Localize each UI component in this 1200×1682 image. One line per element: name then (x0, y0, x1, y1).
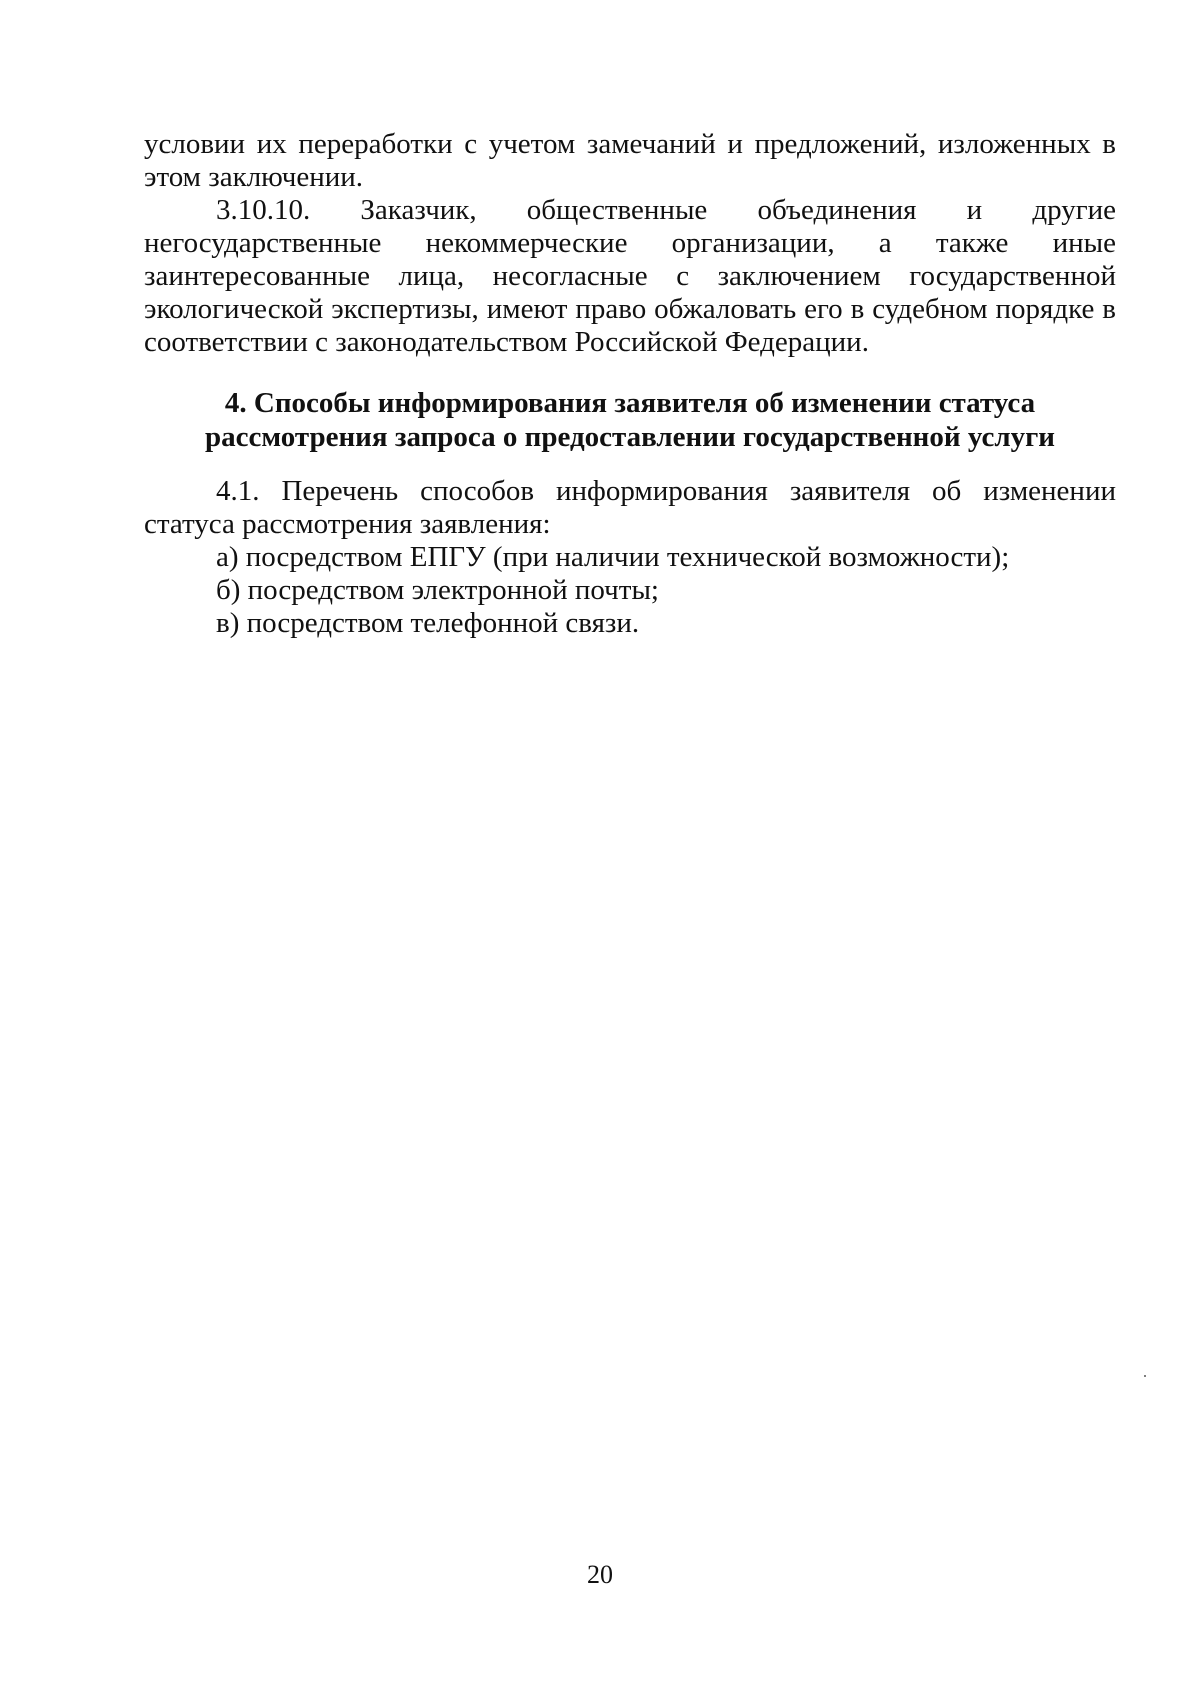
section-4-heading (144, 386, 1116, 454)
list-item-a: а) посредством ЕПГУ (при наличии технической возможности); (216, 541, 1010, 573)
list-item-b: б) посредством электронной почты; (216, 574, 659, 606)
section-4-heading-line-1: 4. Способы информирования заявителя об изменении статуса (224, 387, 1036, 419)
section-3-text (144, 128, 1116, 359)
paragraph-3-10-10: 3.10.10. Заказчик, общественные объединения и другие негосударственные некоммерческие организации, а также иные заинтересованные лица, несогласные с заключением государственной экологической экспертизы, имеют право обжаловать его в судебном порядке в соответствии с законодательством Российской Федерации. (144, 194, 1116, 358)
section-4-text (144, 475, 1116, 640)
scan-speck (1144, 1375, 1146, 1377)
continuation-paragraph: условии их переработки с учетом замечаний и предложений, изложенных в этом заключении. (144, 128, 1116, 193)
section-4-heading-line-2: рассмотрения запроса о предоставлении государственной услуги (205, 421, 1055, 453)
paragraph-4-1: 4.1. Перечень способов информирования заявителя об изменении статуса рассмотрения заявления: (144, 475, 1116, 540)
list-item-c: в) посредством телефонной связи. (216, 607, 640, 639)
page-number: 20 (587, 1560, 613, 1589)
